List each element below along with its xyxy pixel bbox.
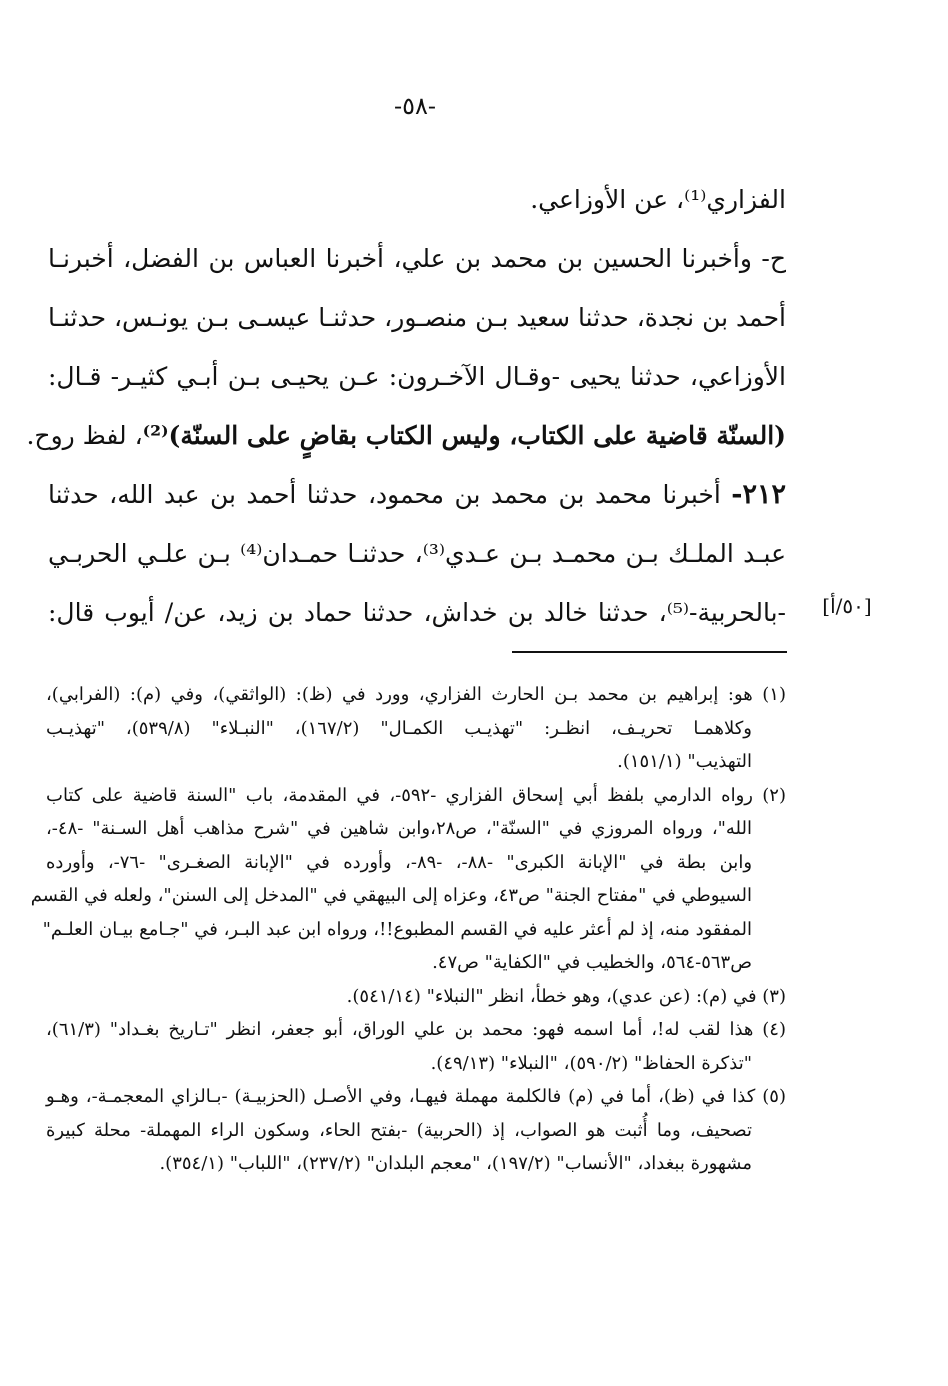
main-line-3: أحمد بن نجدة، حدثنا سعيد بـن منصـور، حدثنـا عيسـى بـن يونـس، حدثنـا xyxy=(48,303,786,332)
hadith-text: أخبرنا محمد بن محمد بن محمود، حدثنا أحمد بن عبد الله، حدثنا xyxy=(48,480,732,509)
main-line-6 xyxy=(48,465,786,524)
footnote-line: السيوطي في "مفتاح الجنة" ص٤٣، وعزاه إلى البيهقي في "المدخل إلى السنن"، ولعله في القسم xyxy=(30,885,752,906)
footnote-separator xyxy=(512,651,787,653)
footnote-line: (١) هو: إبراهيم بن محمد بـن الحارث الفزاري، وورد في (ظ): (الواثقي)، وفي (م): (الفرابي)، xyxy=(46,684,786,705)
main-line-2: ح- وأخبرنا الحسين بن محمد بن علي، أخبرنا العباس بن الفضل، أخبرنـا xyxy=(48,244,786,273)
footnote-line: المفقود منه، إذ لم أعثر عليه في القسم المطبوع!!، ورواه ابن عبد البـر، في "جـامع بيـان العلـم" xyxy=(42,918,752,940)
hadith-number: ٢١٢- xyxy=(731,479,786,510)
footnote-line: (٣) في (م): (عن عدي)، وهو خطأ، انظر "النبلاء" (٥٤١/١٤). xyxy=(346,985,786,1007)
footnotes xyxy=(30,678,786,1181)
footnote-line: الله"، ورواه المروزي في "السنّة"، ص٢٨،وابن شاهين في "شرح مذاهب أهل السـنة" -٤٨-، xyxy=(46,818,752,839)
footnote-line: ص٥٦٣-٥٦٤، والخطيب في "الكفاية" ص٤٧. xyxy=(432,952,752,973)
main-text xyxy=(26,170,786,642)
footnote-1 xyxy=(46,678,786,779)
footnote-line: (٢) رواه الدارمي بلفظ أبي إسحاق الفزاري -٥٩٢-، في المقدمة، باب "السنة قاضية على كتاب xyxy=(46,784,786,806)
footnote-line: وكلاهمـا تحريـف، انظـر: "تهذيـب الكمـال" (١٦٧/٢)، "النبـلاء" (٥٣٩/٨)، "تهذيـب xyxy=(46,717,752,739)
quote-tail: ، لفظ روح. xyxy=(26,421,143,450)
main-line-1: الفزاري⁽¹⁾، عن الأوزاعي. xyxy=(530,185,786,214)
footnote-line: تصحيف، وما أُثبت هو الصواب، إذ (الحربية) -بفتح الحاء، وسكون الراء المهملة- محلة كبيرة xyxy=(46,1119,752,1141)
main-line-4: الأوزاعي، حدثنا يحيى -وقـال الآخـرون: عـن يحيـى بـن أبـي كثيـر- قـال: xyxy=(48,362,786,391)
main-line-8: -بالحربية-⁽⁵⁾، حدثنا خالد بن خداش، حدثنا حماد بن زيد، عن/ أيوب قال: xyxy=(48,598,786,627)
footnote-4 xyxy=(46,1013,786,1080)
footnote-line: مشهورة ببغداد، "الأنساب" (١٩٧/٢)، "معجم البلدان" (٢٣٧/٢)، "اللباب" (٣٥٤/١). xyxy=(159,1153,752,1174)
footnote-5 xyxy=(46,1080,786,1181)
footnote-3 xyxy=(46,980,786,1014)
main-line-5 xyxy=(26,406,786,465)
main-line-7: عبـد الملـك بـن محمـد بـن عـدي⁽³⁾، حدثنـا حمـدان⁽⁴⁾ بـن علـي الحربـي xyxy=(48,539,786,568)
footnote-line: وابن بطة في "الإبانة الكبرى" -٨٨-، -٨٩-، وأورده في "الإبانة الصغـرى" -٧٦-، وأورده xyxy=(46,851,753,873)
footnote-line: (٥) كذا في (ظ)، أما في (م) فالكلمة مهملة فيهـا، وفي الأصـل (الحزبيـة) -بـالزاي المعجمـة-، وهـو xyxy=(46,1086,786,1107)
manuscript-folio-reference: [٥٠/أ] xyxy=(822,594,872,618)
footnote-2 xyxy=(30,779,786,980)
footnote-line: (٤) هذا لقب له!، أما اسمه فهو: محمد بن علي الوراق، أبو جعفر، انظر "تـاريخ بغـداد" (٦١/٣)، xyxy=(46,1019,786,1040)
bold-quote: (السنّة قاضية على الكتاب، وليس الكتاب بقاضٍ على السنّة)⁽²⁾ xyxy=(142,421,786,450)
footnote-line: التهذيب" (١٥١/١). xyxy=(617,751,752,772)
page-number: -٥٨- xyxy=(394,92,436,120)
footnote-line: "تذكرة الحفاظ" (٥٩٠/٢)، "النبلاء" (٤٩/١٣). xyxy=(430,1052,752,1074)
